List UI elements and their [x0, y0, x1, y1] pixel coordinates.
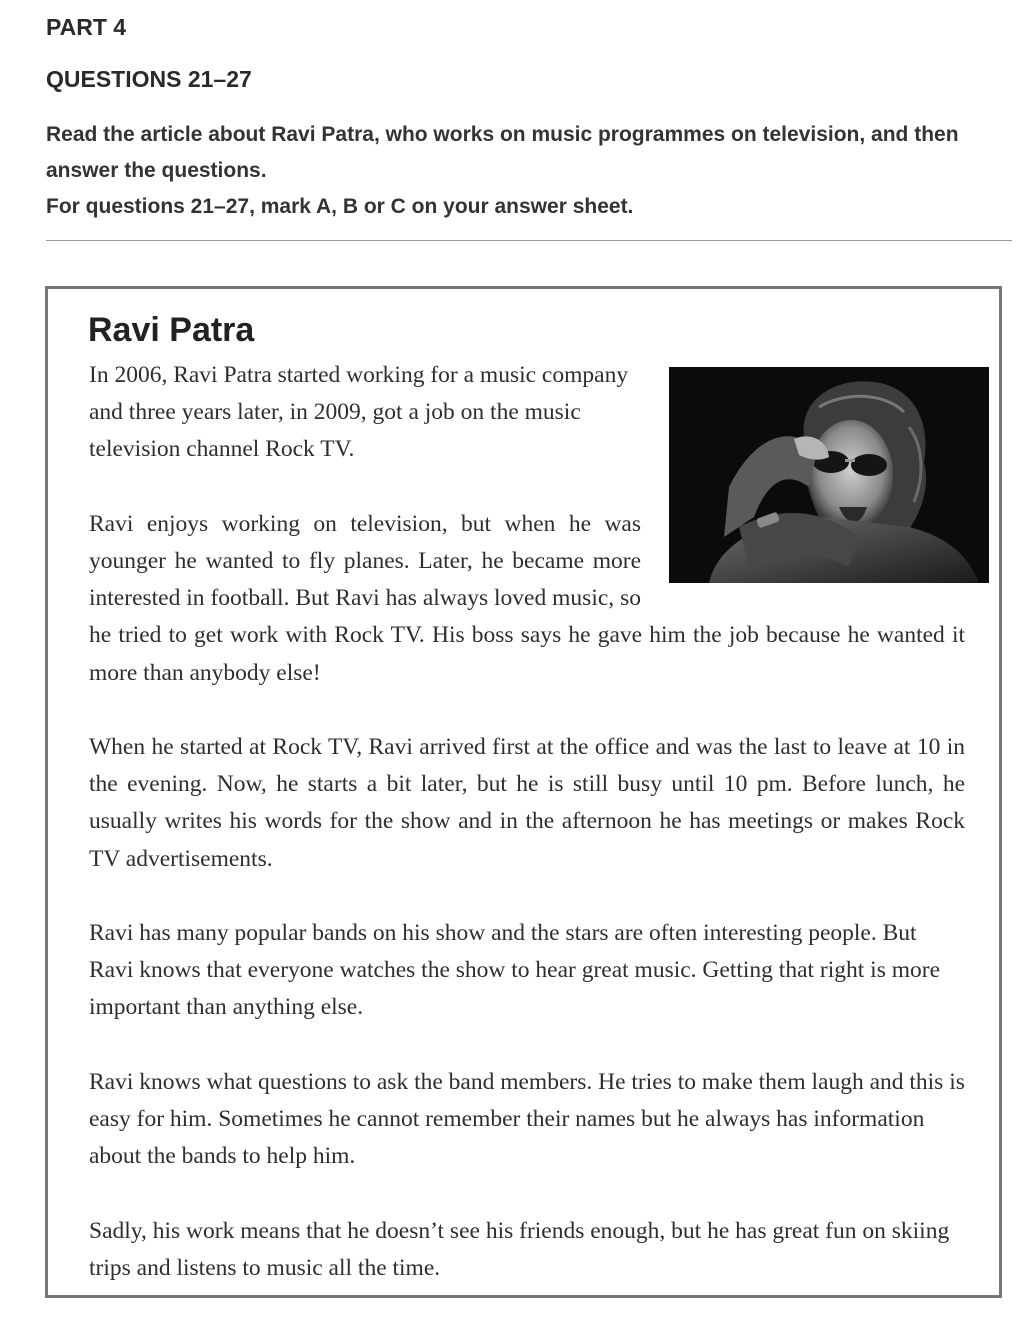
header — [46, 10, 1016, 225]
questions-title: QUESTIONS 21–27 — [46, 66, 252, 92]
instruction-line: Read the article about Ravi Patra, who works on music programmes on television, and then answer the questions. — [46, 123, 959, 182]
article-paragraph: When he started at Rock TV, Ravi arrived first at the office and was the last to leave at 10 in the evening. Now, he starts a bit later, but he is still busy until 10 pm. Before lunch, he usually writes his words for the show and in the afternoon he has meetings or makes Rock TV advertisements. — [89, 734, 965, 872]
photo-wrap-spacer — [641, 506, 965, 617]
part-title: PART 4 — [46, 14, 127, 40]
article-paragraph: In 2006, Ravi Patra started working for a music company and three years later, in 2009, got a job on the music television channel Rock TV. — [89, 362, 629, 463]
article-paragraph: Ravi knows what questions to ask the band members. He tries to make them laugh and this is easy for him. Sometimes he cannot remember their names but he always has information about the bands to help him. — [89, 1068, 965, 1170]
article-body — [89, 357, 965, 1287]
article-paragraph: Ravi enjoys working on television, but when he was younger he wanted to fly planes. Later, he became more interested in football. But Ravi has always loved music, so he tried to get work with Rock TV. His boss says he gave him the job because he wanted it more than anybody else! — [89, 506, 965, 692]
instructions — [46, 117, 1016, 225]
article-paragraph: Ravi has many popular bands on his show and the stars are often interesting people. But Ravi knows that everyone watches the show to hear great music. Getting that right is more important than anything else. — [89, 920, 941, 1021]
divider — [46, 240, 1012, 241]
article-paragraph: Sadly, his work means that he doesn’t see his friends enough, but he has great fun on skiing trips and listens to music all the time. — [89, 1217, 950, 1281]
article-title: Ravi Patra — [88, 311, 255, 349]
instruction-line: For questions 21–27, mark A, B or C on your answer sheet. — [46, 195, 634, 218]
article-box — [45, 286, 1002, 1298]
